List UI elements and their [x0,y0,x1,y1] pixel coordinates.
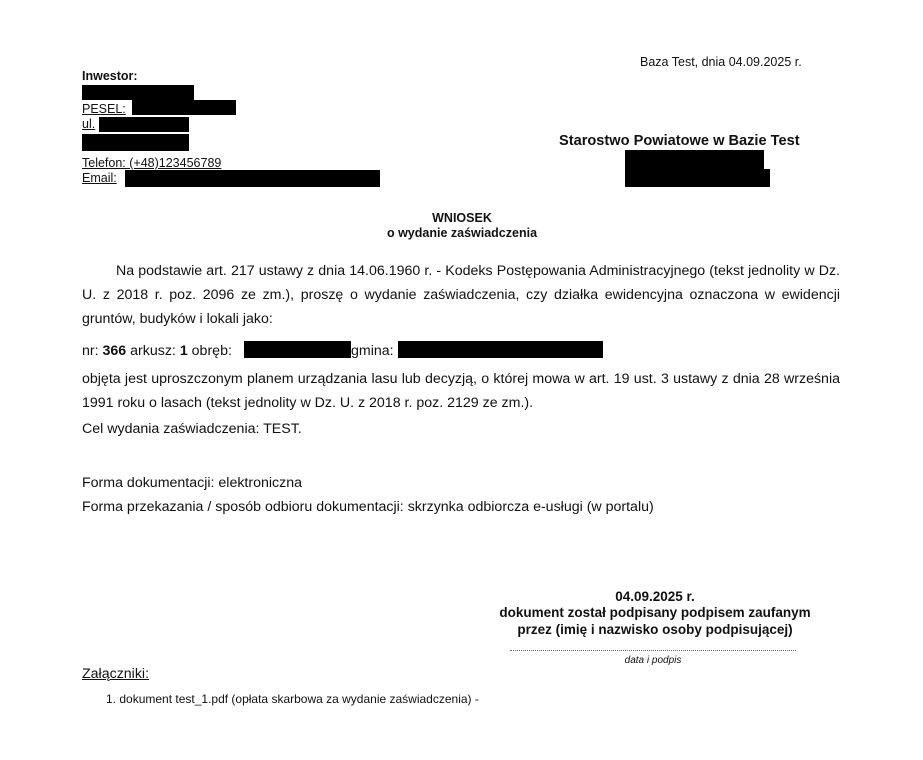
signature-line-2: przez (imię i nazwisko osoby podpisującej) [517,622,793,637]
place-date: Baza Test, dnia 04.09.2025 r. [640,55,802,69]
parcel-nr-value: 366 [102,343,127,359]
parcel-sheet-value: 1 [179,343,188,359]
parcel-nr-label: nr: [82,343,99,359]
parcel-row [82,343,232,359]
parcel-commune-label: gmina: [351,343,394,359]
recipient-name: Starostwo Powiatowe w Bazie Test [559,133,800,149]
investor-title: Inwestor: [82,69,138,83]
request-paragraph-text: Na podstawie art. 217 ustawy z dnia 14.06.1960 r. - Kodeks Postępowania Administracyjnego (tekst jednolity w Dz. U. z 2018 r. poz. 2096 ze zm.), proszę o wydanie zaświadczenia, czy działka ewidencyjna oznaczona w ewidencji gruntów, budyków i lokali jako: [82,263,840,327]
signature-dotted-line [510,650,796,651]
redacted-street [99,117,189,132]
signature-line-1: dokument został podpisany podpisem zaufanym [499,605,811,620]
redacted-city [82,134,189,151]
redacted-email [125,170,380,187]
document-title: WNIOSEK [432,211,492,225]
phone-line: Telefon: (+48)123456789 [82,156,222,170]
delivery-form: Forma przekazania / sposób odbioru dokumentacji: skrzynka odbiorcza e-usługi (w portalu) [82,499,654,515]
request-paragraph [82,259,840,331]
documentation-form: Forma dokumentacji: elektroniczna [82,475,303,491]
redacted-pesel [132,100,236,115]
attachments-title: Załączniki: [82,666,150,682]
email-label: Email: [82,171,117,185]
forest-plan-paragraph: objęta jest uproszczonym planem urządzania lasu lub decyzją, o której mowa w art. 19 ust. 3 ustawy z dnia 28 września 1991 roku o lasach (tekst jednolity w Dz. U. z 2018 r. poz. 2129 ze zm.). [82,371,840,411]
attachment-item: 1. dokument test_1.pdf (opłata skarbowa za wydanie zaświadczenia) - [106,692,479,706]
parcel-precinct-label: obręb: [191,343,232,359]
document-subtitle: o wydanie zaświadczenia [386,226,538,240]
redacted-recipient-line-1 [625,150,764,169]
redacted-investor-name [82,85,194,100]
street-label: ul. [82,117,96,131]
signature-caption: data i podpis [624,655,682,666]
redacted-recipient-line-2 [625,169,770,187]
redacted-commune [398,341,603,358]
redacted-precinct [244,341,351,358]
purpose-line: Cel wydania zaświadczenia: TEST. [82,421,302,437]
pesel-label: PESEL: [82,102,126,116]
parcel-sheet-label: arkusz: [130,343,176,359]
signature-date: 04.09.2025 r. [615,589,695,604]
